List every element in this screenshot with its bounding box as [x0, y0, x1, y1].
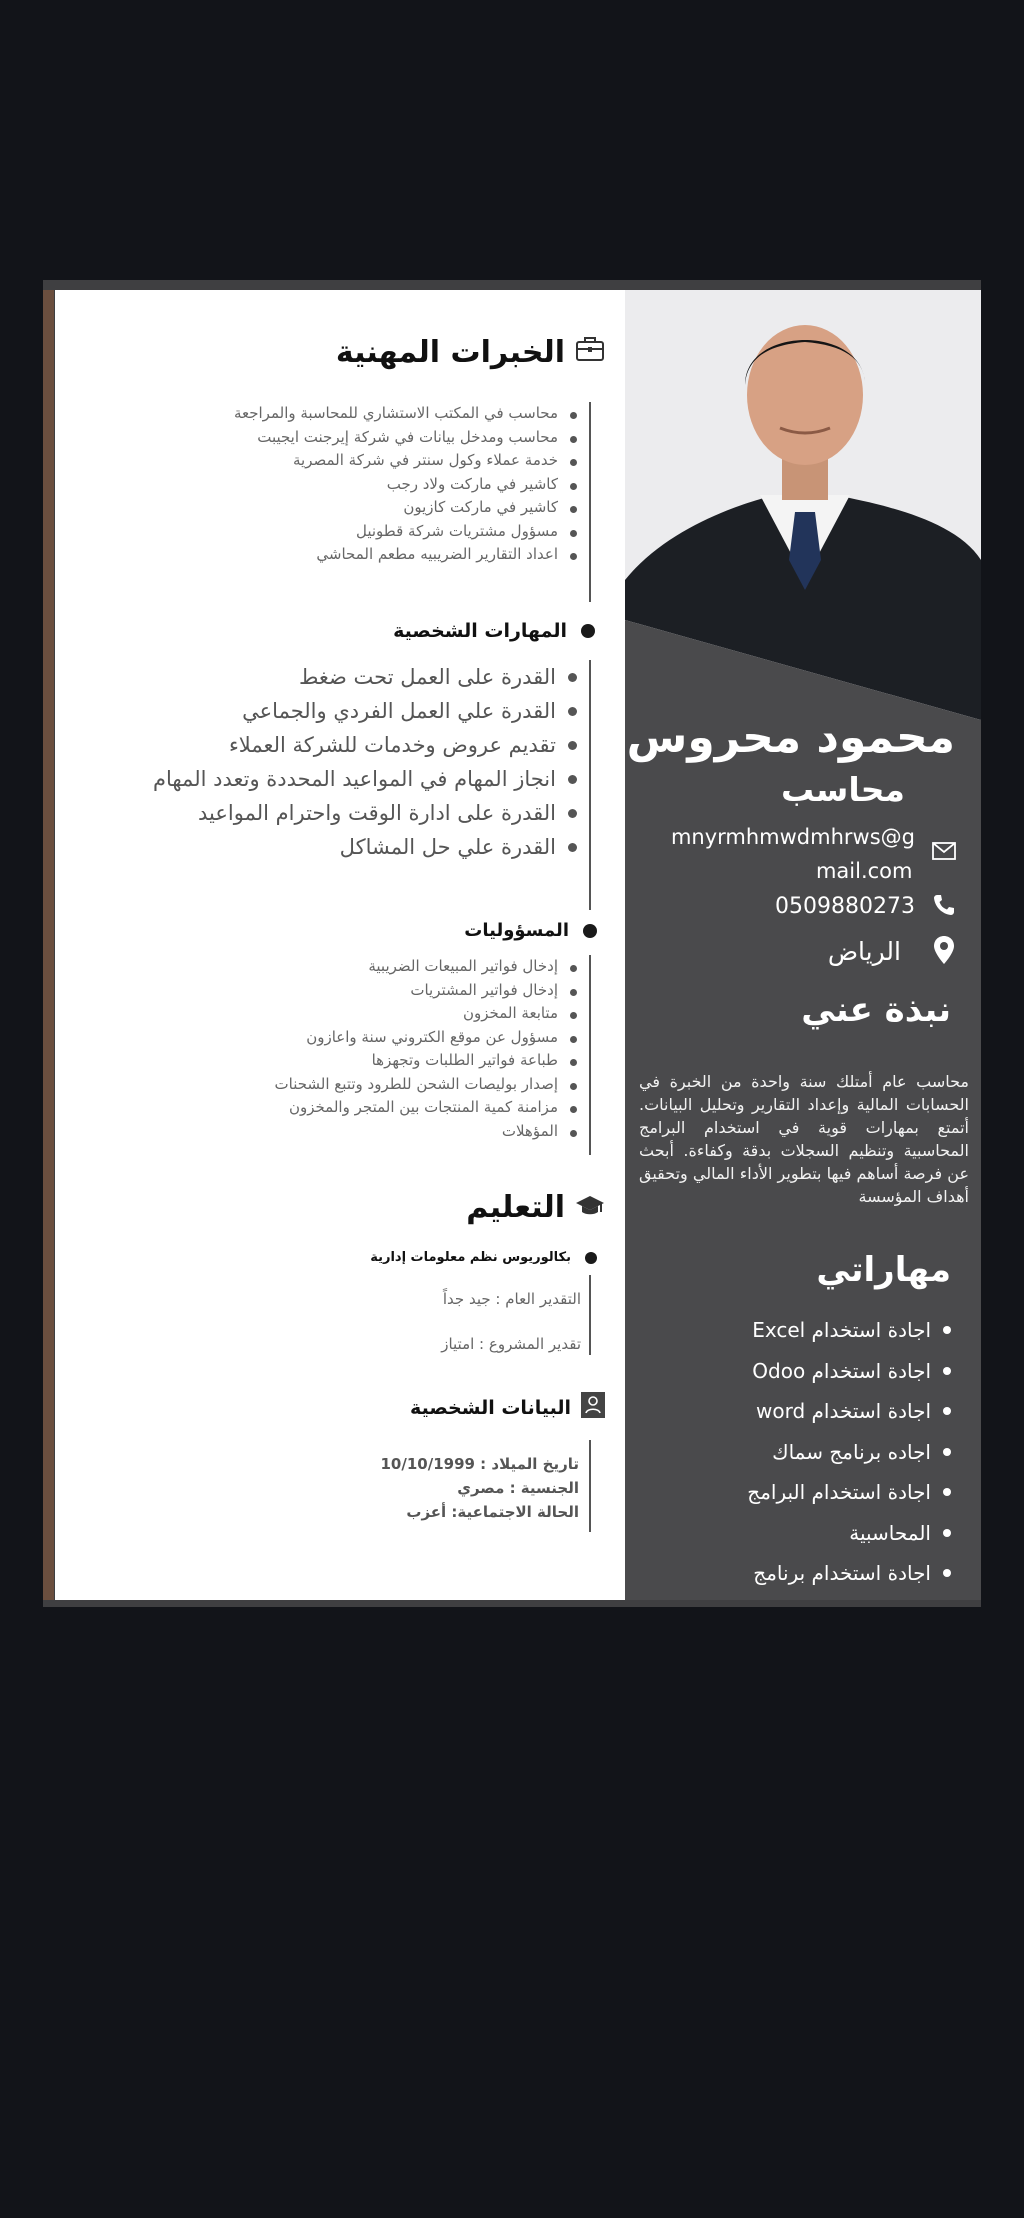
list-item: المؤهلات	[275, 1120, 577, 1144]
profile-photo	[625, 290, 981, 720]
list-item: انجاز المهام في المواعيد المحددة وتعدد المهام	[107, 762, 577, 796]
job-title: محاسب	[781, 770, 905, 809]
phone-row[interactable]	[775, 890, 959, 924]
list-item: تقديم عروض وخدمات للشركة العملاء	[107, 728, 577, 762]
list-item: خدمة عملاء وكول سنتر في شركة المصرية	[234, 449, 577, 473]
nationality: الجنسية : مصري	[457, 1479, 579, 1497]
birth-date: تاريخ الميلاد : 10/10/1999	[380, 1455, 579, 1473]
personal-skills-timeline	[107, 660, 591, 910]
resume-document	[43, 280, 981, 1607]
experience-heading	[336, 334, 605, 370]
list-item: القدرة علي العمل الفردي والجماعي	[107, 694, 577, 728]
skill-item: اجاده برنامج سماك	[747, 1432, 951, 1473]
personal-info-title: البيانات الشخصية	[410, 1396, 571, 1419]
skill-item: اجادة استخدام Excel	[747, 1310, 951, 1351]
list-item: مزامنة كمية المنتجات بين المتجر والمخزون	[275, 1096, 577, 1120]
personal-info-heading	[410, 1392, 605, 1423]
skill-item: اجادة استخدام البرامج	[747, 1472, 951, 1513]
id-card-icon	[581, 1392, 605, 1423]
marital-status: الحالة الاجتماعية: أعزب	[406, 1503, 579, 1521]
phone-text[interactable]: 0509880273	[775, 894, 915, 919]
about-heading: نبذة عني	[801, 990, 951, 1030]
email-text[interactable]	[671, 820, 915, 888]
list-item: إدخال فواتير المشتريات	[275, 979, 577, 1003]
list-item: اعداد التقارير الضريبيه مطعم المحاشي	[234, 543, 577, 567]
education-grade: التقدير العام : جيد جداً	[442, 1290, 581, 1308]
location-pin-icon	[929, 935, 959, 965]
list-item: إصدار بوليصات الشحن للطرود وتتبع الشحنات	[275, 1073, 577, 1097]
personal-skills-title: المهارات الشخصية	[393, 620, 567, 642]
responsibilities-timeline	[275, 955, 591, 1155]
skills-list	[747, 1310, 951, 1594]
list-item: كاشير في ماركت ولاد رجب	[234, 473, 577, 497]
list-item: مسؤول مشتريات شركة قطونيل	[234, 520, 577, 544]
list-item: متابعة المخزون	[275, 1002, 577, 1026]
list-item: محاسب في المكتب الاستشاري للمحاسبة والمراجعة	[234, 402, 577, 426]
accent-strip	[43, 290, 54, 1600]
education-heading	[466, 1190, 605, 1225]
profile-name: محمود محروس	[626, 712, 955, 763]
bullet-dot-icon	[585, 1252, 597, 1264]
list-item: مسؤول عن موقع الكتروني سنة واعازون	[275, 1026, 577, 1050]
experience-timeline	[234, 402, 591, 602]
sidebar	[625, 290, 981, 1600]
email-line-2: mail.com	[815, 859, 913, 883]
email-row[interactable]	[671, 820, 959, 888]
experience-list	[234, 402, 577, 567]
list-item: إدخال فواتير المبيعات الضريبية	[275, 955, 577, 979]
responsibilities-list	[275, 955, 577, 1143]
list-item: محاسب ومدخل بيانات في شركة إيرجنت ايجيبت	[234, 426, 577, 450]
bullet-dot-icon	[583, 924, 597, 938]
list-item: طباعة فواتير الطلبات وتجهزها	[275, 1049, 577, 1073]
email-line-1: mnyrmhmwdmhrws@g	[670, 825, 915, 849]
about-text: محاسب عام أمتلك سنة واحدة من الخبرة في الحسابات المالية وإعداد التقارير وتحليل البيانات. أتمتع بمهارات قوية في استخدام البرامج المحاسبية وتنظيم السجلات بدقة وكفاءة. أبحث عن فرصة أساهم فيها بتطوير الأداء المالي وتحقيق أهداف المؤسسة	[639, 1072, 969, 1206]
list-item: القدرة على العمل تحت ضغط	[107, 660, 577, 694]
location-text: الرياض	[827, 937, 901, 966]
responsibilities-title: المسؤوليات	[464, 920, 569, 941]
personal-skills-heading	[393, 620, 595, 642]
education-degree-row	[370, 1250, 597, 1265]
skill-item: اجادة استخدام word	[747, 1391, 951, 1432]
list-item: كاشير في ماركت كازيون	[234, 496, 577, 520]
list-item: القدرة علي حل المشاكل	[107, 830, 577, 864]
main-column	[55, 290, 625, 1600]
person-portrait-icon	[625, 290, 981, 720]
personal-info-block	[380, 1452, 579, 1524]
graduation-cap-icon	[575, 1190, 605, 1225]
education-project-grade: تقدير المشروع : امتياز	[441, 1335, 581, 1353]
skill-item: اجادة استخدام Odoo	[747, 1351, 951, 1392]
phone-icon	[929, 890, 959, 920]
personal-skills-list	[107, 660, 577, 864]
list-item: القدرة على ادارة الوقت واحترام المواعيد	[107, 796, 577, 830]
education-title: التعليم	[466, 1190, 565, 1225]
experience-title: الخبرات المهنية	[335, 334, 565, 370]
education-degree: بكالوريوس نظم معلومات إدارية	[370, 1250, 571, 1265]
responsibilities-heading	[464, 920, 597, 941]
envelope-icon	[929, 836, 959, 866]
skill-item: المحاسبية	[747, 1513, 951, 1554]
briefcase-icon	[575, 334, 605, 370]
skills-heading: مهاراتي	[816, 1250, 951, 1290]
skill-item: اجادة استخدام برنامج	[747, 1553, 951, 1594]
bullet-dot-icon	[581, 624, 595, 638]
location-row	[828, 935, 959, 969]
